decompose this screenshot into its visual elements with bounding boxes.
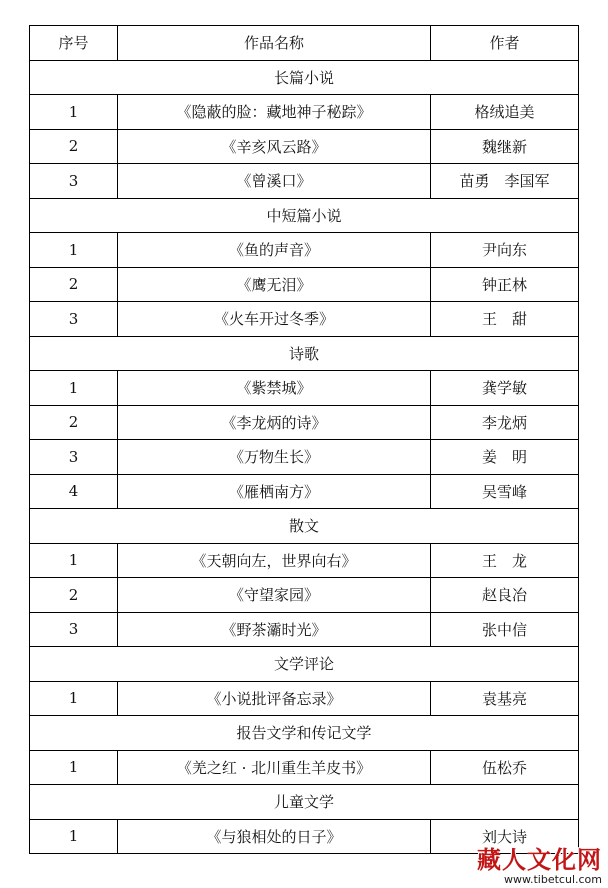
row-number: 2 [30, 267, 118, 302]
table-row [30, 474, 579, 509]
author-name: 王 龙 [431, 543, 579, 578]
author-name: 姜 明 [431, 440, 579, 475]
header-title: 作品名称 [118, 26, 431, 61]
author-name: 魏继新 [431, 129, 579, 164]
watermark-logo [477, 840, 602, 886]
table-row [30, 750, 579, 785]
section-row [30, 785, 579, 820]
table-row [30, 543, 579, 578]
author-name: 尹向东 [431, 233, 579, 268]
row-number: 2 [30, 405, 118, 440]
author-name: 刘大诗 [431, 819, 579, 854]
table-row [30, 578, 579, 613]
author-name: 格绒追美 [431, 95, 579, 130]
table-row [30, 129, 579, 164]
work-title: 《与狼相处的日子》 [118, 819, 431, 854]
row-number: 3 [30, 302, 118, 337]
section-row [30, 509, 579, 544]
section-row [30, 198, 579, 233]
section-row [30, 647, 579, 682]
header-num: 序号 [30, 26, 118, 61]
table-body [30, 60, 579, 854]
work-title: 《小说批评备忘录》 [118, 681, 431, 716]
awards-table [29, 25, 579, 854]
section-heading: 诗歌 [30, 336, 579, 371]
section-heading: 文学评论 [30, 647, 579, 682]
work-title: 《万物生长》 [118, 440, 431, 475]
work-title: 《李龙炳的诗》 [118, 405, 431, 440]
author-name: 李龙炳 [431, 405, 579, 440]
table-row [30, 95, 579, 130]
author-name: 袁基亮 [431, 681, 579, 716]
row-number: 1 [30, 819, 118, 854]
author-name: 张中信 [431, 612, 579, 647]
row-number: 3 [30, 164, 118, 199]
table-row [30, 371, 579, 406]
work-title: 《鱼的声音》 [118, 233, 431, 268]
work-title: 《辛亥风云路》 [118, 129, 431, 164]
header-row [30, 26, 579, 61]
table-row [30, 164, 579, 199]
row-number: 1 [30, 95, 118, 130]
table-row [30, 440, 579, 475]
row-number: 4 [30, 474, 118, 509]
row-number: 1 [30, 233, 118, 268]
row-number: 3 [30, 440, 118, 475]
section-heading: 长篇小说 [30, 60, 579, 95]
work-title: 《紫禁城》 [118, 371, 431, 406]
row-number: 2 [30, 129, 118, 164]
work-title: 《火车开过冬季》 [118, 302, 431, 337]
row-number: 2 [30, 578, 118, 613]
table-row [30, 233, 579, 268]
table-row [30, 612, 579, 647]
row-number: 1 [30, 371, 118, 406]
row-number: 1 [30, 681, 118, 716]
work-title: 《守望家园》 [118, 578, 431, 613]
row-number: 3 [30, 612, 118, 647]
work-title: 《天朝向左，世界向右》 [118, 543, 431, 578]
author-name: 吴雪峰 [431, 474, 579, 509]
author-name: 钟正林 [431, 267, 579, 302]
work-title: 《雁栖南方》 [118, 474, 431, 509]
watermark-url: www.tibetcul.com [504, 873, 602, 886]
header-author: 作者 [431, 26, 579, 61]
author-name: 王 甜 [431, 302, 579, 337]
section-heading: 报告文学和传记文学 [30, 716, 579, 751]
work-title: 《野茶灞时光》 [118, 612, 431, 647]
work-title: 《羌之红 · 北川重生羊皮书》 [118, 750, 431, 785]
work-title: 《鹰无泪》 [118, 267, 431, 302]
author-name: 赵良冶 [431, 578, 579, 613]
section-row [30, 336, 579, 371]
author-name: 苗勇 李国军 [431, 164, 579, 199]
table-row [30, 267, 579, 302]
section-row [30, 60, 579, 95]
work-title: 《曾溪口》 [118, 164, 431, 199]
section-heading: 儿童文学 [30, 785, 579, 820]
table-row [30, 405, 579, 440]
section-row [30, 716, 579, 751]
table-row [30, 302, 579, 337]
table-row [30, 681, 579, 716]
work-title: 《隐蔽的脸：藏地神子秘踪》 [118, 95, 431, 130]
section-heading: 中短篇小说 [30, 198, 579, 233]
row-number: 1 [30, 750, 118, 785]
section-heading: 散文 [30, 509, 579, 544]
author-name: 龚学敏 [431, 371, 579, 406]
watermark-text: 藏人文化网 [477, 845, 602, 874]
row-number: 1 [30, 543, 118, 578]
author-name: 伍松乔 [431, 750, 579, 785]
